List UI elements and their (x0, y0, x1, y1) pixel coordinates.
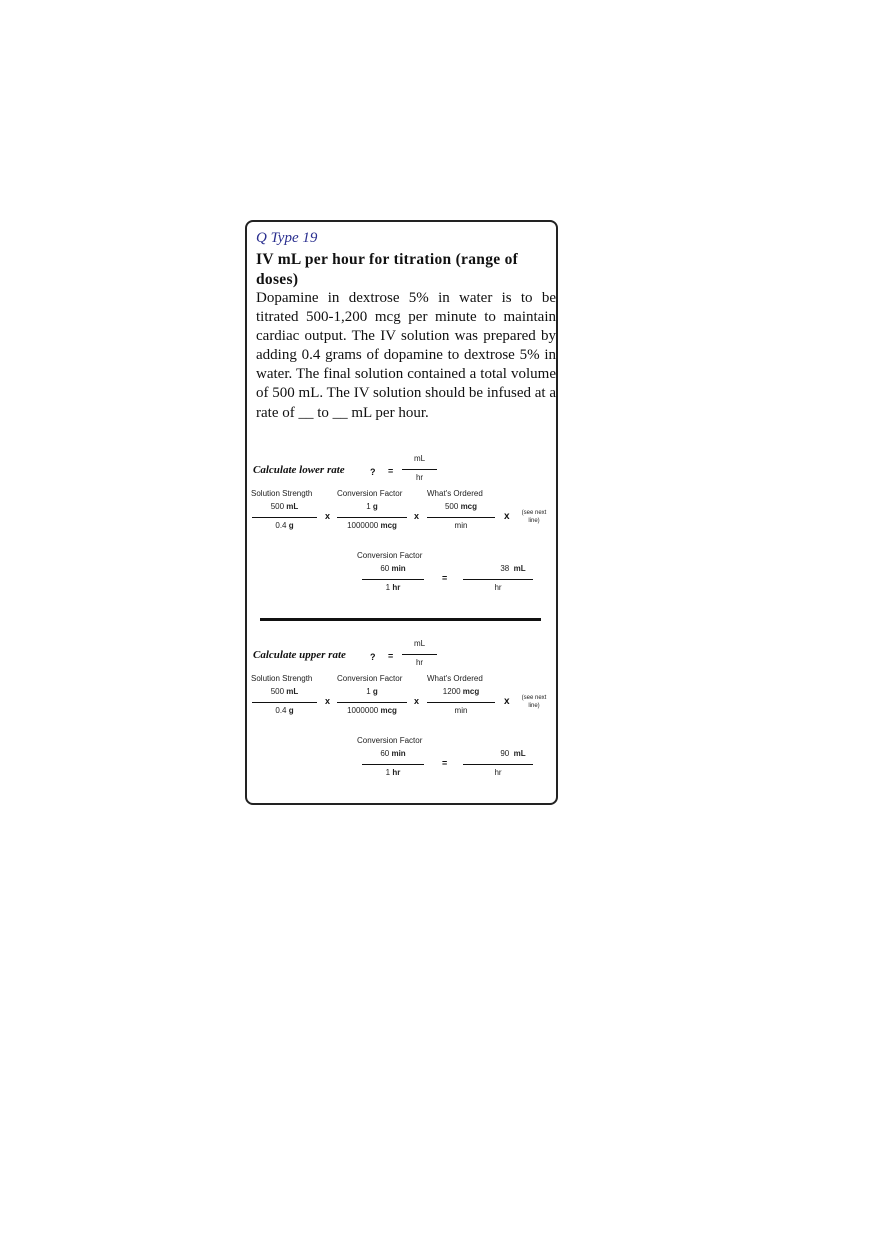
result-fraction (463, 749, 533, 780)
times-sign: x (504, 696, 510, 707)
header-whats-ordered: What's Ordered (427, 489, 483, 498)
header-conversion-factor-2: Conversion Factor (357, 551, 423, 560)
denominator: hr (415, 473, 424, 482)
see-next-line-note: (see next line) (521, 510, 547, 524)
unit: min (454, 521, 468, 530)
numerator: mL (413, 639, 426, 648)
header-solution-strength: Solution Strength (251, 489, 313, 498)
equals-sign: = (388, 651, 394, 661)
times-sign: x (325, 511, 331, 521)
fraction-time-conversion (362, 749, 424, 780)
unit: g (288, 521, 294, 530)
header-solution-strength: Solution Strength (251, 674, 313, 683)
header-conversion-factor: Conversion Factor (337, 674, 403, 683)
unit: hr (494, 768, 502, 777)
unit: hr (392, 768, 401, 777)
question-heading: IV mL per hour for titration (range of doses) (256, 251, 519, 288)
unit: hr (494, 583, 502, 592)
goal-fraction (402, 454, 437, 485)
value: 500 (270, 687, 285, 696)
unit: mL (513, 749, 526, 758)
see-next-line-note: (see next line) (521, 695, 547, 709)
calc-label: Calculate upper rate (253, 649, 346, 661)
value: 1000000 (347, 521, 379, 530)
upper-rate-calculation (0, 639, 880, 807)
goal-fraction (402, 639, 437, 670)
fraction-time-conversion (362, 564, 424, 595)
value: 500 (444, 502, 459, 511)
unit: g (372, 502, 378, 511)
numerator: mL (413, 454, 426, 463)
unit: hr (392, 583, 401, 592)
denominator: hr (415, 658, 424, 667)
value: 1200 (442, 687, 461, 696)
fraction-ordered (427, 502, 495, 533)
header-conversion-factor: Conversion Factor (337, 489, 403, 498)
fraction-conversion (337, 687, 407, 718)
equals-sign: = (442, 758, 448, 768)
times-sign: x (414, 696, 420, 706)
value: 1000000 (347, 706, 379, 715)
value: 0.4 (275, 706, 287, 715)
fraction-ordered (427, 687, 495, 718)
unit: min (391, 564, 406, 573)
value: 0.4 (275, 521, 287, 530)
unit: mcg (380, 706, 397, 715)
result-value: 38 (500, 564, 510, 573)
unit: mcg (380, 521, 397, 530)
problem-text: Dopamine in dextrose 5% in water is to be titrated 500-1,200 mcg per minute to maintain cardiac output. The IV solution was prepared by adding 0.4 grams of dopamine to dextrose 5% in water. The final solution contained a total volume of 500 mL. The IV solution should be infused at a rate of __ to __ mL per hour. (256, 290, 556, 421)
unit: min (454, 706, 468, 715)
unknown-mark: ? (370, 467, 376, 477)
value: 60 (380, 749, 390, 758)
unit: mL (286, 687, 299, 696)
value: 1 (366, 502, 371, 511)
lower-rate-calculation (0, 454, 880, 622)
value: 1 (385, 768, 391, 777)
equals-sign: = (442, 573, 448, 583)
unit: min (391, 749, 406, 758)
times-sign: x (325, 696, 331, 706)
calc-label: Calculate lower rate (253, 464, 345, 476)
unit: mL (286, 502, 299, 511)
unit: mcg (462, 687, 480, 696)
unit: g (372, 687, 378, 696)
header-whats-ordered: What's Ordered (427, 674, 483, 683)
value: 500 (270, 502, 285, 511)
unit: mL (513, 564, 526, 573)
value: 60 (380, 564, 390, 573)
fraction-conversion (337, 502, 407, 533)
unit: g (288, 706, 294, 715)
value: 1 (385, 583, 391, 592)
equals-sign: = (388, 466, 394, 476)
result-value: 90 (500, 749, 510, 758)
question-type: Q Type 19 (256, 230, 318, 246)
times-sign: x (414, 511, 420, 521)
section-divider (260, 618, 541, 621)
header-conversion-factor-2: Conversion Factor (357, 736, 423, 745)
value: 1 (366, 687, 371, 696)
fraction-solution-strength (252, 502, 317, 533)
unknown-mark: ? (370, 652, 376, 662)
unit: mcg (460, 502, 478, 511)
fraction-solution-strength (252, 687, 317, 718)
times-sign: x (504, 511, 510, 522)
result-fraction (463, 564, 533, 595)
